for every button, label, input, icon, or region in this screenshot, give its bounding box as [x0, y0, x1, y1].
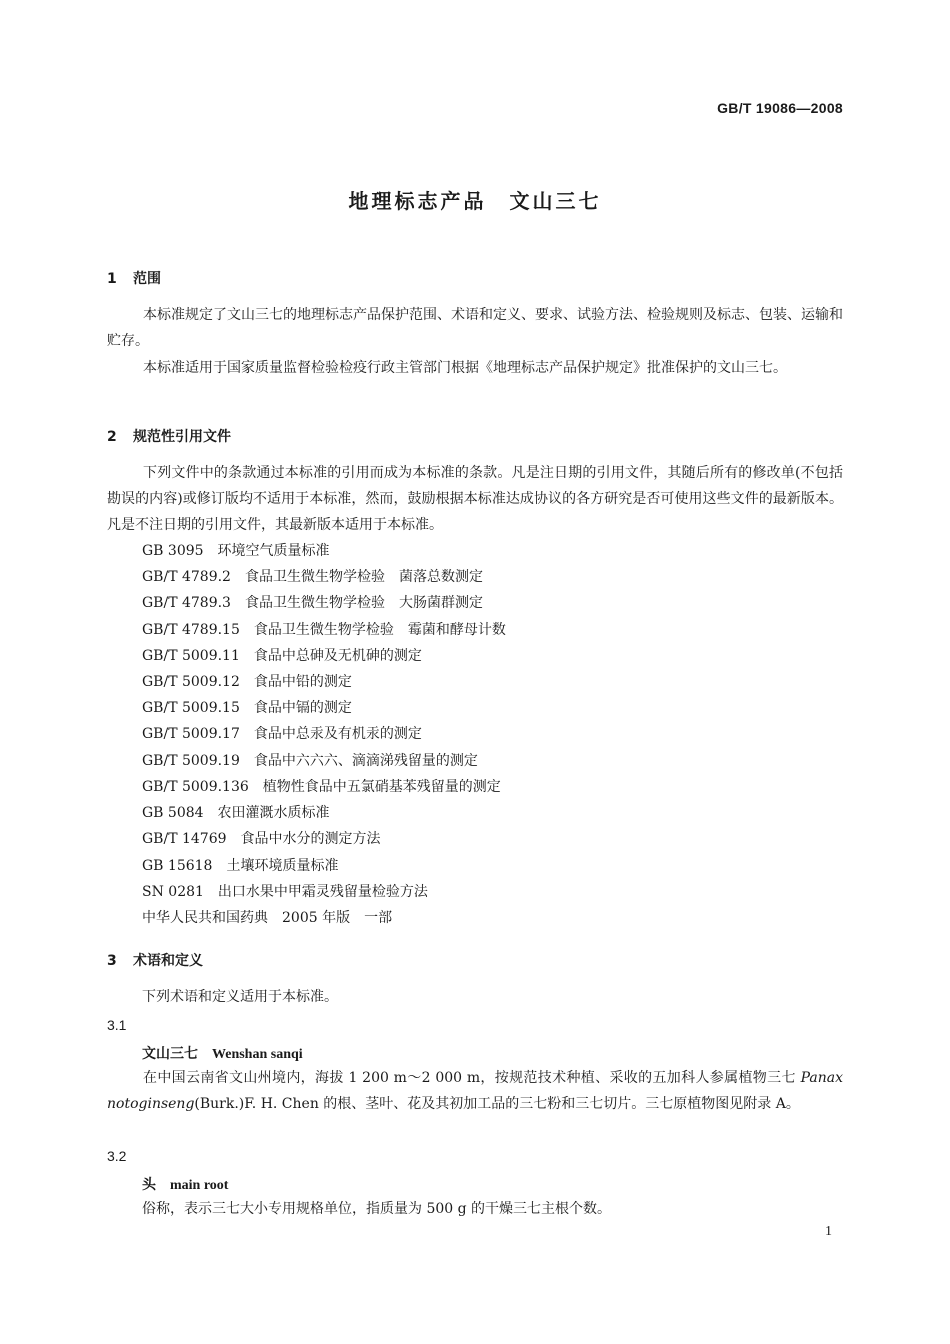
- term-en: main root: [170, 1178, 229, 1193]
- reference-item: GB/T 4789.3 食品卫生微生物学检验 大肠菌群测定: [142, 595, 483, 611]
- term-en: Wenshan sanqi: [212, 1047, 303, 1062]
- reference-item: GB/T 5009.11 食品中总砷及无机砷的测定: [142, 648, 422, 664]
- page-title: 地理标志产品 文山三七: [348, 189, 602, 213]
- reference-item: GB/T 5009.19 食品中六六六、滴滴涕残留量的测定: [142, 753, 478, 769]
- reference-item: GB/T 5009.12 食品中铅的测定: [142, 674, 352, 690]
- paragraph: 本标准规定了文山三七的地理标志产品保护范围、术语和定义、要求、试验方法、检验规则及标志、包装、运输和贮存。: [107, 307, 843, 349]
- page-number: 1: [825, 1224, 832, 1239]
- term-heading: [142, 1043, 303, 1063]
- paragraph: 下列文件中的条款通过本标准的引用而成为本标准的条款。凡是注日期的引用文件，其随后所有的修改单(不包括勘误的内容)或修订版均不适用于本标准，然而，鼓励根据本标准达成协议的各方研究是否可使用这些文件的最新版本。凡是不注日期的引用文件，其最新版本适用于本标准。: [107, 465, 843, 533]
- term-cn: 文山三七: [142, 1046, 198, 1062]
- standard-code: GB/T 19086—2008: [717, 100, 843, 116]
- section-number: 2: [107, 429, 117, 445]
- reference-item: GB/T 14769 食品中水分的测定方法: [142, 831, 381, 847]
- reference-item: GB/T 5009.17 食品中总汞及有机汞的测定: [142, 726, 422, 742]
- definition-text: 在中国云南省文山州境内，海拔 1 200 m～2 000 m，按规范技术种植、采收的五加科人参属植物三七: [143, 1070, 801, 1086]
- latin-name: Panax notoginseng: [107, 1070, 843, 1112]
- section-number: 1: [107, 271, 117, 287]
- reference-item: GB/T 5009.15 食品中镉的测定: [142, 700, 352, 716]
- section-title: 规范性引用文件: [133, 429, 231, 445]
- paragraph: 本标准适用于国家质量监督检验检疫行政主管部门根据《地理标志产品保护规定》批准保护的文山三七。: [143, 360, 787, 376]
- paragraph: 下列术语和定义适用于本标准。: [142, 989, 338, 1005]
- section-title: 术语和定义: [133, 953, 203, 969]
- section-1-heading: [107, 268, 161, 288]
- reference-item: SN 0281 出口水果中甲霜灵残留量检验方法: [142, 884, 428, 900]
- reference-item: GB 5084 农田灌溉水质标准: [142, 805, 330, 821]
- reference-item: GB/T 5009.136 植物性食品中五氯硝基苯残留量的测定: [142, 779, 501, 795]
- reference-item: GB 15618 土壤环境质量标准: [142, 858, 339, 874]
- reference-item: 中华人民共和国药典 2005 年版 一部: [142, 910, 393, 926]
- subclause-number: 3.2: [107, 1148, 127, 1164]
- definition-text: (Burk.)F. H. Chen 的根、茎叶、花及其初加工品的三七粉和三七切片。三七原植物图见附录 A。: [194, 1096, 800, 1112]
- reference-item: GB/T 4789.2 食品卫生微生物学检验 菌落总数测定: [142, 569, 483, 585]
- section-title: 范围: [133, 271, 161, 287]
- reference-item: GB/T 4789.15 食品卫生微生物学检验 霉菌和酵母计数: [142, 622, 506, 638]
- section-3-heading: [107, 950, 203, 970]
- subclause-number: 3.1: [107, 1017, 127, 1033]
- section-number: 3: [107, 953, 117, 969]
- section-2-heading: [107, 426, 231, 446]
- term-cn: 头: [142, 1177, 156, 1193]
- term-definition: 俗称，表示三七大小专用规格单位，指质量为 500 g 的干燥三七主根个数。: [142, 1201, 612, 1217]
- term-definition: [107, 1065, 843, 1117]
- reference-item: GB 3095 环境空气质量标准: [142, 543, 330, 559]
- term-heading: [142, 1174, 228, 1194]
